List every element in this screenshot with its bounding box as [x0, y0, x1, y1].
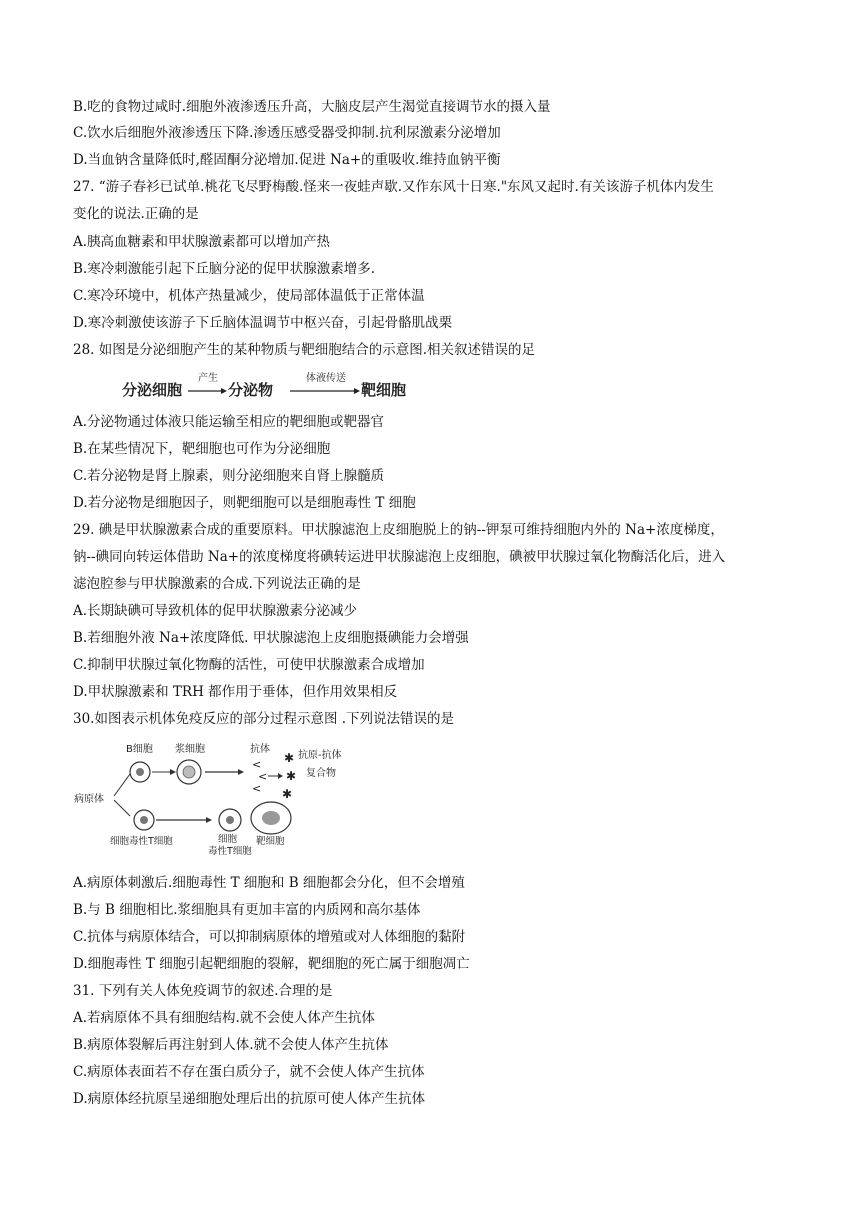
q30-option-c: C.抗体与病原体结合，可以抑制病原体的增殖或对人体细胞的黏附 — [73, 929, 466, 945]
q30-label-cytotoxic-t: 细胞毒性T细胞 — [110, 836, 173, 847]
q31-stem: 31. 下列有关人体免疫调节的叙述.合理的是 — [73, 983, 333, 999]
q27-stem-line2: 变化的说法.正确的是 — [73, 206, 199, 222]
q27-option-d: D.寒冷刺激使该游子下丘脑体温调节中枢兴奋，引起骨骼肌战栗 — [73, 315, 453, 331]
q30-stem: 30.如图表示机体免疫反应的部分过程示意图 .下列说法错误的是 — [73, 711, 455, 727]
q27-option-a: A.胰高血糖素和甲状腺激素都可以增加产热 — [73, 234, 331, 250]
q27-stem-line1: 27. “游子春衫已试单.桃花飞尽野梅酸.怪来一夜蛙声歇.又作东风十日寒."东风又起时.有关该游子机体内发生 — [73, 179, 714, 195]
q28-stem: 28. 如图是分泌细胞产生的某种物质与靶细胞结合的示意图.相关叙述错误的足 — [73, 342, 536, 358]
q31-option-d: D.病原体经抗原呈递细胞处理后出的抗原可使人体产生抗体 — [73, 1091, 426, 1107]
q30-arrow-antibody-to-complex-head — [278, 773, 283, 779]
q29-option-d: D.甲状腺激素和 TRH 都作用于垂体，但作用效果相反 — [73, 684, 398, 700]
q30-arrow-t-to-effector-head — [206, 817, 212, 823]
q30-arrow-plasma-to-antibody-head — [238, 769, 244, 775]
q28-node-target-cell: 靶细胞 — [361, 381, 407, 399]
q30-target-cell-nucleus — [262, 811, 280, 825]
q28-arrow2-head — [354, 388, 360, 394]
q30-label-effector-line1: 细胞 — [218, 834, 238, 845]
q30-antibody-1-icon: < — [252, 758, 262, 771]
q28-flow-diagram — [118, 368, 430, 406]
q26-option-c: C.饮水后细胞外液渗透压下降.渗透压感受器受抑制.抗利尿激素分泌增加 — [73, 125, 501, 141]
q27-option-b: B.寒冷刺激能引起下丘脑分泌的促甲状腺激素增多. — [73, 261, 376, 277]
q29-option-c: C.抑制甲状腺过氧化物酶的活性，可使甲状腺激素合成增加 — [73, 657, 425, 673]
q30-label-effector-line2: 毒性T细胞 — [208, 846, 252, 857]
q28-option-d: D.若分泌物是细胞因子，则靶细胞可以是细胞毒性 T 细胞 — [73, 495, 416, 511]
q30-arrow-b-to-plasma-head — [170, 769, 176, 775]
q30-label-target-cell: 靶细胞 — [256, 836, 285, 847]
q28-arrow2-label: 体液传送 — [306, 373, 346, 384]
q30-complex-icon-2: ✱ — [286, 769, 297, 783]
q29-stem-line1: 29. 碘是甲状腺激素合成的重要原料。甲状腺滤泡上皮细胞脱上的钠--钾泵可维持细胞内外的 Na+浓度梯度， — [73, 522, 724, 538]
q30-option-b: B.与 B 细胞相比.浆细胞具有更加丰富的内质网和高尔基体 — [73, 902, 421, 918]
q30-antibody-2-icon: < — [258, 770, 268, 783]
q29-stem-line2: 钠--碘同向转运体借助 Na+的浓度梯度将碘转运进甲状腺滤泡上皮细胞，碘被甲状腺过氧化物酶活化后，进入 — [73, 549, 726, 565]
q30-cytotoxic-t-cell-nucleus — [140, 816, 148, 824]
q30-complex-icon-3: ✱ — [282, 787, 293, 801]
q27-option-c: C.寒冷环境中，机体产热量减少，使局部体温低于正常体温 — [73, 288, 425, 304]
q26-option-b: B.吃的食物过咸时.细胞外液渗透压升高，大脑皮层产生渴觉直接调节水的摄入量 — [73, 99, 551, 115]
q30-option-d: D.细胞毒性 T 细胞引起靶细胞的裂解，靶细胞的死亡属于细胞凋亡 — [73, 956, 470, 972]
q30-label-complex-line2: 复合物 — [306, 768, 336, 779]
q30-plasma-cell-nucleus — [183, 766, 195, 778]
q28-option-a: A.分泌物通过体液只能运输至相应的靶细胞或靶器官 — [73, 414, 385, 430]
q30-label-antibody: 抗体 — [250, 744, 270, 755]
q28-node-secretion: 分泌物 — [228, 381, 274, 399]
q30-label-plasma-cell: 浆细胞 — [175, 744, 205, 755]
q31-option-a: A.若病原体不具有细胞结构.就不会使人体产生抗体 — [73, 1010, 375, 1026]
q28-arrow1-label: 产生 — [198, 373, 218, 384]
q28-option-c: C.若分泌物是肾上腺素，则分泌细胞来自肾上腺髓质 — [73, 468, 385, 484]
q28-node-secretory-cell: 分泌细胞 — [122, 381, 183, 399]
q30-label-b-cell: B细胞 — [126, 744, 153, 755]
q29-stem-line3: 滤泡腔参与甲状腺激素的合成.下列说法正确的是 — [73, 576, 361, 592]
q30-effector-t-cell-nucleus — [226, 816, 234, 824]
q29-option-b: B.若细胞外液 Na+浓度降低. 甲状腺滤泡上皮细胞摄碘能力会增强 — [73, 630, 469, 646]
q31-option-c: C.病原体表面若不存在蛋白质分子，就不会使人体产生抗体 — [73, 1064, 425, 1080]
q28-arrow1-head — [221, 388, 227, 394]
q28-option-b: B.在某些情况下，靶细胞也可作为分泌细胞 — [73, 441, 331, 457]
q30-option-a: A.病原体刺激后.细胞毒性 T 细胞和 B 细胞都会分化，但不会增殖 — [73, 875, 465, 891]
q26-option-d: D.当血钠含量降低时,醛固酮分泌增加.促进 Na+的重吸收.维持血钠平衡 — [73, 152, 501, 168]
q30-immune-diagram — [72, 736, 362, 862]
q30-branch-up — [114, 774, 130, 796]
q30-branch-down — [114, 800, 130, 816]
q29-option-a: A.长期缺碘可导致机体的促甲状腺激素分泌减少 — [73, 603, 358, 619]
q30-antibody-3-icon: < — [252, 782, 262, 795]
q31-option-b: B.病原体裂解后再注射到人体.就不会使人体产生抗体 — [73, 1037, 389, 1053]
q30-label-pathogen: 病原体 — [74, 794, 104, 805]
q30-b-cell-nucleus — [136, 768, 144, 776]
q30-label-complex-line1: 抗原-抗体 — [298, 750, 342, 761]
q30-complex-icon-1: ✱ — [284, 751, 295, 765]
